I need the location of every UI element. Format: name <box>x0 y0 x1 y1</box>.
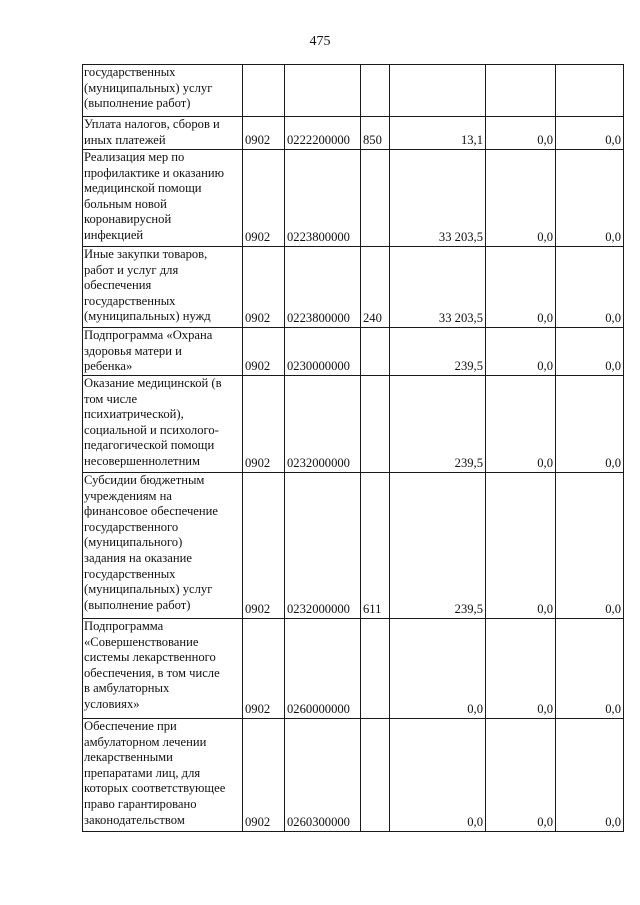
item-name-line: (муниципальных) услуг <box>84 582 213 597</box>
item-name-line: лекарственными <box>84 750 173 765</box>
item-name-line: которых соответствующее <box>84 781 226 796</box>
item-name-line: коронавирусной <box>84 212 172 227</box>
expense-type-cell <box>361 150 390 247</box>
item-name-line: государственного <box>84 519 179 534</box>
item-name-cell <box>83 65 243 117</box>
item-name-line: Субсидии бюджетным <box>84 473 205 487</box>
item-name-line: учреждениям на <box>84 488 172 503</box>
amount-year3-cell: 0,0 <box>556 117 624 150</box>
table-row <box>83 150 624 247</box>
item-name-cell <box>83 619 243 719</box>
target-article-cell <box>285 65 361 117</box>
item-name-line: (муниципального) <box>84 535 183 550</box>
item-name-line: обеспечения <box>84 278 152 293</box>
item-name-line: задания на оказание <box>84 550 192 565</box>
section-code-cell: 0902 <box>243 247 285 328</box>
amount-year1-cell: 239,5 <box>390 376 486 473</box>
item-name-line: государственных <box>84 65 176 79</box>
amount-year2-cell: 0,0 <box>486 719 556 832</box>
amount-year1-cell: 239,5 <box>390 473 486 619</box>
amount-year1-cell: 33 203,5 <box>390 247 486 328</box>
target-article-cell: 0232000000 <box>285 473 361 619</box>
table-row <box>83 117 624 150</box>
expense-type-cell <box>361 376 390 473</box>
table-row <box>83 473 624 619</box>
item-name-line: (муниципальных) услуг <box>84 80 213 95</box>
item-name-line: педагогической помощи <box>84 438 215 453</box>
target-article-cell: 0222200000 <box>285 117 361 150</box>
expense-type-cell <box>361 719 390 832</box>
amount-year2-cell: 0,0 <box>486 328 556 376</box>
item-name-cell <box>83 719 243 832</box>
table-row <box>83 619 624 719</box>
expense-type-cell <box>361 328 390 376</box>
item-name-line: право гарантировано <box>84 796 197 811</box>
item-name-cell <box>83 376 243 473</box>
item-name-line: Подпрограмма «Охрана <box>84 328 213 342</box>
item-name-line: Реализация мер по <box>84 150 185 164</box>
section-code-cell: 0902 <box>243 719 285 832</box>
item-name-line: в амбулаторных <box>84 681 170 696</box>
item-name-line: финансовое обеспечение <box>84 504 218 519</box>
item-name-line: амбулаторном лечении <box>84 734 207 749</box>
target-article-cell: 0223800000 <box>285 150 361 247</box>
section-code-cell: 0902 <box>243 117 285 150</box>
amount-year3-cell: 0,0 <box>556 150 624 247</box>
section-code-cell: 0902 <box>243 376 285 473</box>
item-name-line: условиях» <box>84 696 140 711</box>
item-name-line: несовершеннолетним <box>84 453 201 468</box>
expense-type-cell: 240 <box>361 247 390 328</box>
expense-type-cell: 850 <box>361 117 390 150</box>
amount-year1-cell: 239,5 <box>390 328 486 376</box>
item-name-line: больным новой <box>84 196 167 211</box>
amount-year2-cell: 0,0 <box>486 376 556 473</box>
table-row <box>83 65 624 117</box>
item-name-line: ребенка» <box>84 359 133 374</box>
target-article-cell: 0232000000 <box>285 376 361 473</box>
table-body <box>83 65 624 832</box>
item-name-line: «Совершенствование <box>84 634 199 649</box>
item-name-line: здоровья матери и <box>84 343 182 358</box>
amount-year3-cell: 0,0 <box>556 619 624 719</box>
expense-type-cell <box>361 619 390 719</box>
amount-year3-cell: 0,0 <box>556 328 624 376</box>
item-name-line: (муниципальных) нужд <box>84 309 211 324</box>
item-name-cell <box>83 328 243 376</box>
amount-year2-cell: 0,0 <box>486 150 556 247</box>
item-name-line: (выполнение работ) <box>84 96 191 111</box>
item-name-line: государственных <box>84 566 176 581</box>
table-row <box>83 247 624 328</box>
page-number: 475 <box>309 34 331 49</box>
target-article-cell: 0230000000 <box>285 328 361 376</box>
item-name-line: иных платежей <box>84 132 166 147</box>
section-code-cell: 0902 <box>243 328 285 376</box>
amount-year3-cell: 0,0 <box>556 376 624 473</box>
item-name-line: работ и услуг для <box>84 262 179 277</box>
item-name-cell <box>83 473 243 619</box>
item-name-line: (выполнение работ) <box>84 597 191 612</box>
amount-year1-cell: 13,1 <box>390 117 486 150</box>
item-name-line: препаратами лиц, для <box>84 765 201 780</box>
item-name-line: психиатрической), <box>84 407 184 422</box>
amount-year3-cell: 0,0 <box>556 247 624 328</box>
target-article-cell: 0260000000 <box>285 619 361 719</box>
item-name-line: законодательством <box>84 812 185 827</box>
amount-year2-cell: 0,0 <box>486 473 556 619</box>
expense-type-cell: 611 <box>361 473 390 619</box>
item-name-line: системы лекарственного <box>84 650 216 665</box>
item-name-cell <box>83 150 243 247</box>
amount-year2-cell: 0,0 <box>486 247 556 328</box>
budget-table <box>82 64 624 832</box>
expense-type-cell <box>361 65 390 117</box>
amount-year3-cell: 0,0 <box>556 473 624 619</box>
amount-year1-cell <box>390 65 486 117</box>
item-name-line: медицинской помощи <box>84 181 202 196</box>
table-row <box>83 328 624 376</box>
item-name-cell <box>83 247 243 328</box>
item-name-line: Обеспечение при <box>84 719 177 733</box>
item-name-line: Подпрограмма <box>84 619 164 633</box>
target-article-cell: 0223800000 <box>285 247 361 328</box>
item-name-line: том числе <box>84 391 138 406</box>
target-article-cell: 0260300000 <box>285 719 361 832</box>
amount-year1-cell: 0,0 <box>390 619 486 719</box>
item-name-line: инфекцией <box>84 227 144 242</box>
amount-year2-cell: 0,0 <box>486 619 556 719</box>
item-name-line: социальной и психолого- <box>84 422 219 437</box>
section-code-cell: 0902 <box>243 150 285 247</box>
item-name-line: государственных <box>84 293 176 308</box>
item-name-cell <box>83 117 243 150</box>
item-name-line: профилактике и оказанию <box>84 165 225 180</box>
amount-year1-cell: 33 203,5 <box>390 150 486 247</box>
section-code-cell: 0902 <box>243 619 285 719</box>
amount-year3-cell <box>556 65 624 117</box>
section-code-cell: 0902 <box>243 473 285 619</box>
amount-year1-cell: 0,0 <box>390 719 486 832</box>
item-name-line: обеспечения, в том числе <box>84 665 220 680</box>
item-name-line: Оказание медицинской (в <box>84 376 222 390</box>
amount-year2-cell: 0,0 <box>486 117 556 150</box>
section-code-cell <box>243 65 285 117</box>
item-name-line: Иные закупки товаров, <box>84 247 208 261</box>
amount-year2-cell <box>486 65 556 117</box>
amount-year3-cell: 0,0 <box>556 719 624 832</box>
table-row <box>83 719 624 832</box>
item-name-line: Уплата налогов, сборов и <box>84 117 220 131</box>
table-row <box>83 376 624 473</box>
